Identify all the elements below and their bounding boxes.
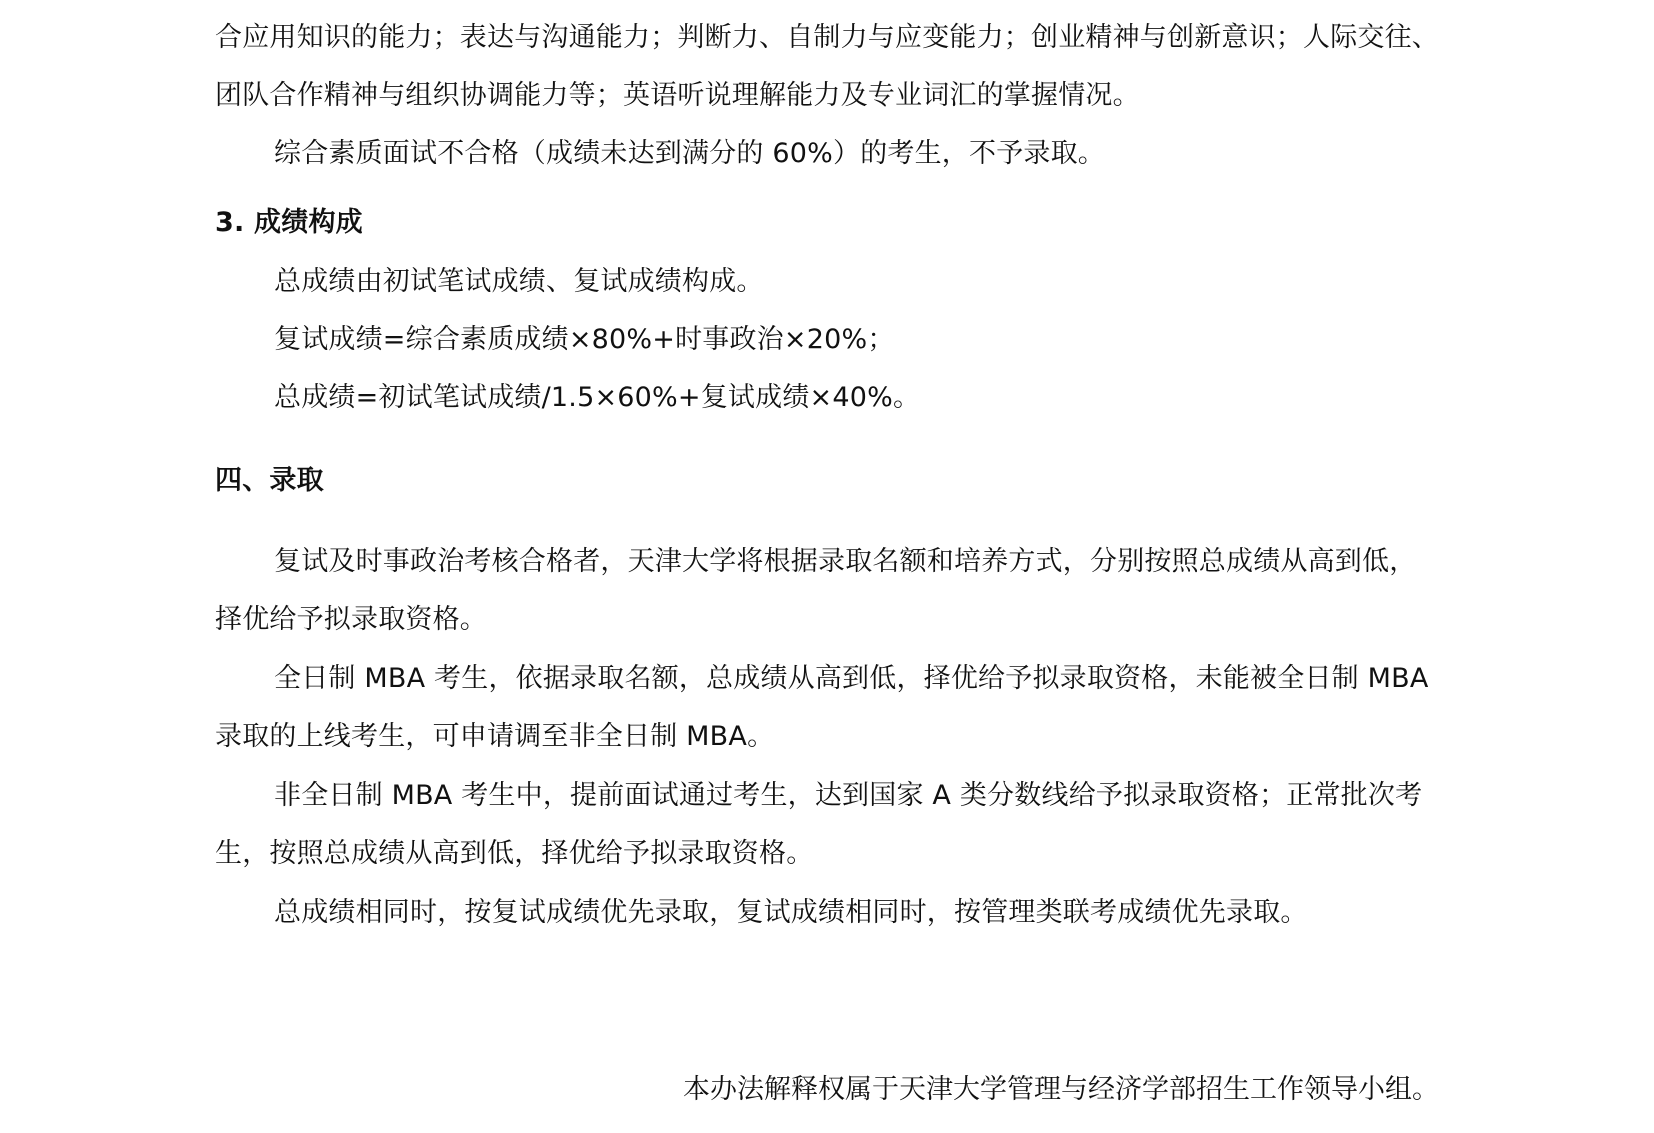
score-composition: 总成绩由初试笔试成绩、复试成绩构成。: [274, 266, 764, 297]
admission-section-heading: 四、录取: [215, 465, 324, 496]
closing-statement: 本办法解释权属于天津大学管理与经济学部招生工作领导小组。: [683, 1074, 1439, 1105]
total-score-formula: 总成绩=初试笔试成绩/1.5×60%+复试成绩×40%。: [274, 382, 921, 413]
admission-para-3-line-2: 生，按照总成绩从高到低，择优给予拟录取资格。: [215, 838, 814, 869]
ability-line-1: 合应用知识的能力；表达与沟通能力；判断力、自制力与应变能力；创业精神与创新意识；人际交往、: [215, 22, 1439, 53]
admission-para-3-line-1: 非全日制 MBA 考生中，提前面试通过考生，达到国家 A 类分数线给予拟录取资格；正常批次考: [274, 780, 1423, 811]
admission-para-2-line-1: 全日制 MBA 考生，依据录取名额，总成绩从高到低，择优给予拟录取资格，未能被全日制 MBA: [274, 663, 1429, 694]
retest-score-formula: 复试成绩=综合素质成绩×80%+时事政治×20%；: [274, 324, 895, 355]
ability-line-2: 团队合作精神与组织协调能力等；英语听说理解能力及专业词汇的掌握情况。: [215, 80, 1140, 111]
admission-para-4: 总成绩相同时，按复试成绩优先录取，复试成绩相同时，按管理类联考成绩优先录取。: [274, 897, 1308, 928]
interview-fail-rule: 综合素质面试不合格（成绩未达到满分的 60%）的考生，不予录取。: [274, 138, 1105, 169]
admission-para-1-line-2: 择优给予拟录取资格。: [215, 604, 487, 635]
admission-para-2-line-2: 录取的上线考生，可申请调至非全日制 MBA。: [215, 721, 775, 752]
admission-para-1-line-1: 复试及时事政治考核合格者，天津大学将根据录取名额和培养方式，分别按照总成绩从高到低，: [274, 546, 1417, 577]
score-section-heading: 3. 成绩构成: [215, 207, 363, 238]
